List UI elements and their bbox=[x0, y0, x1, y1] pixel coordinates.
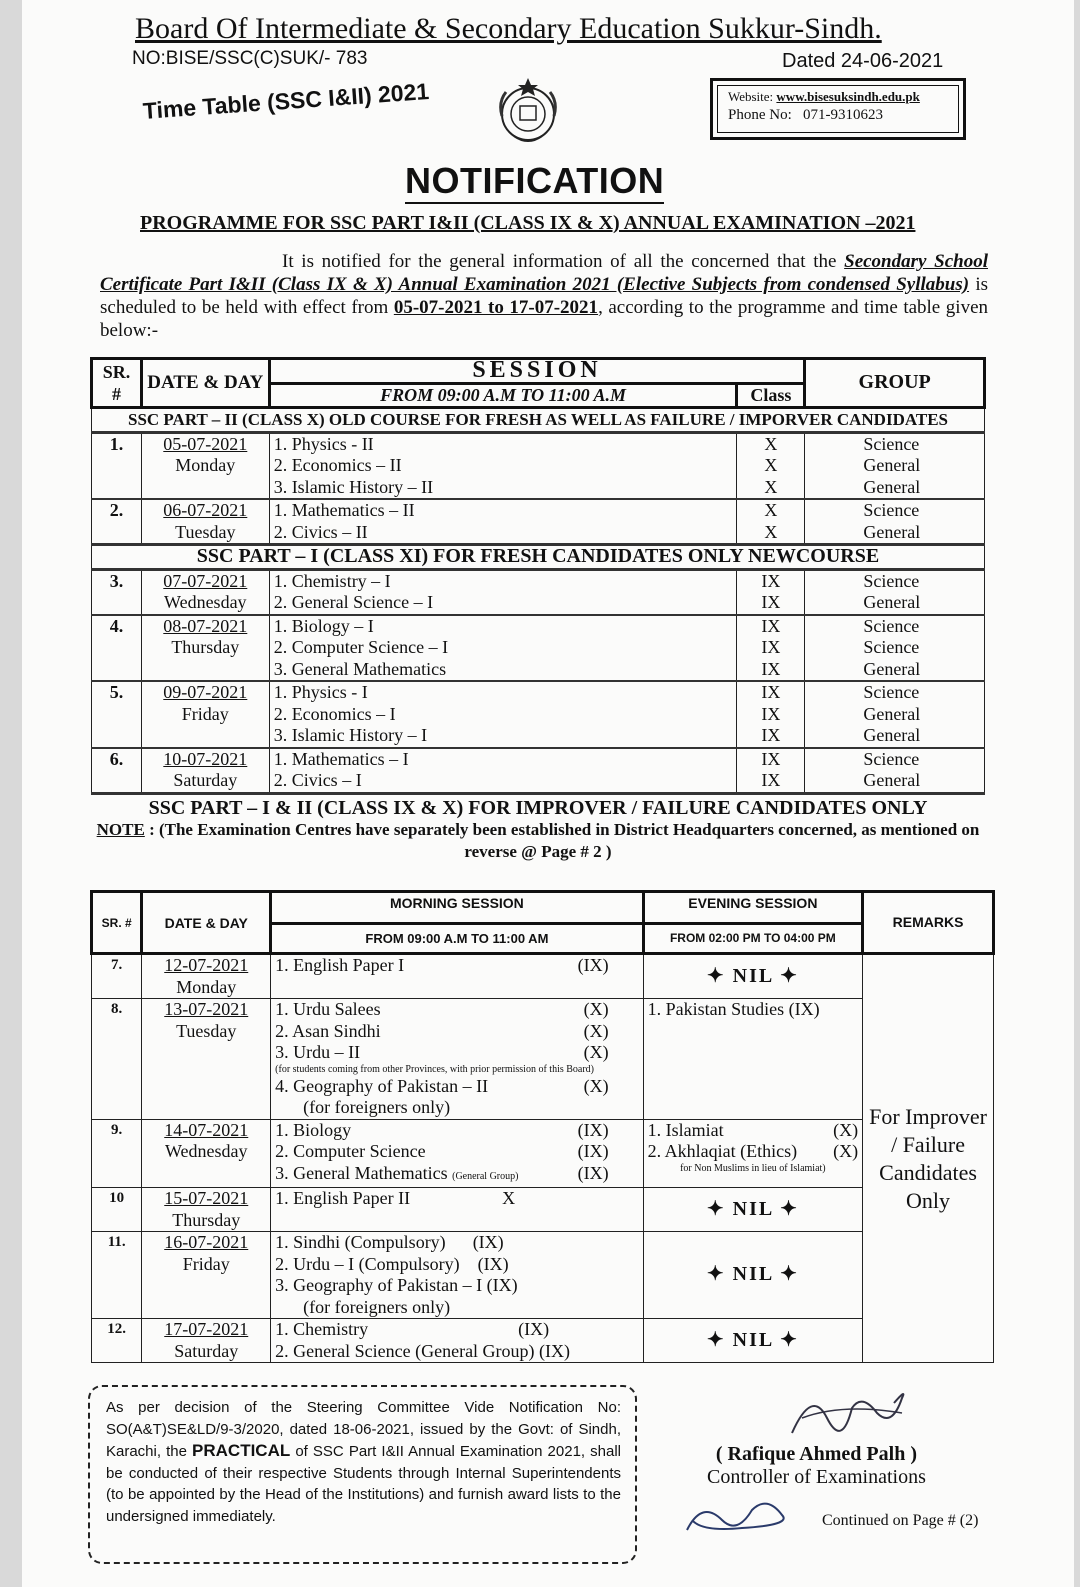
signatory-name: ( Rafique Ahmed Palh ) bbox=[715, 1443, 917, 1465]
morning-subjects bbox=[271, 1119, 643, 1188]
subject: 1. Physics - I bbox=[273, 682, 368, 702]
section-part-ii-old: SSC PART – II (CLASS X) OLD COURSE FOR FRESH AS WELL AS FAILURE / IMPORVER CANDIDATES bbox=[92, 408, 985, 433]
schedule-table-improver bbox=[90, 890, 995, 1363]
subject-class: (IX) bbox=[472, 1232, 504, 1252]
subject: 2. Computer Science – I bbox=[273, 637, 449, 657]
row-sr: 11. bbox=[92, 1232, 142, 1319]
row-sr: 4. bbox=[109, 615, 124, 636]
col-sr: SR. # bbox=[92, 359, 142, 408]
date-cell bbox=[141, 432, 269, 499]
sr-cell bbox=[92, 432, 142, 499]
subject-group: Science bbox=[863, 748, 920, 769]
board-title: Board Of Intermediate & Secondary Education Sukkur-Sindh. bbox=[135, 12, 882, 45]
table-row bbox=[92, 748, 985, 794]
row-day: Thursday bbox=[171, 637, 240, 657]
website-label: Website: bbox=[728, 89, 774, 104]
col2-evening: EVENING SESSION bbox=[643, 892, 862, 924]
subject-class: X bbox=[764, 476, 778, 497]
subject: 3. Geography of Pakistan – I (IX) bbox=[275, 1275, 518, 1295]
note-text: : (The Examination Centres have separately been established in District Headquarters concerned, as mentioned on reverse @ Page # 2 ) bbox=[149, 819, 980, 861]
subject-class: (IX) bbox=[577, 1119, 609, 1140]
col-group: GROUP bbox=[805, 359, 985, 408]
evening-subject: 1. Pakistan Studies (IX) bbox=[643, 999, 862, 1120]
row-date: 10-07-2021 bbox=[163, 748, 248, 769]
subject: 3. Islamic History – I bbox=[273, 725, 428, 745]
row-sr: 2. bbox=[109, 500, 124, 520]
subject-class: (X) bbox=[583, 999, 609, 1019]
table-row bbox=[92, 999, 994, 1120]
row-date-day bbox=[142, 1232, 271, 1319]
subject: 1. English Paper II bbox=[275, 1188, 411, 1208]
table-row bbox=[92, 1232, 994, 1319]
table-row bbox=[92, 681, 985, 748]
table-row bbox=[92, 615, 985, 682]
row-day: Friday bbox=[182, 1253, 230, 1274]
subject-class: IX bbox=[761, 637, 781, 657]
row-sr: 6. bbox=[109, 748, 124, 769]
subject: 1. Urdu Salees bbox=[275, 999, 381, 1019]
col2-remarks: REMARKS bbox=[863, 892, 994, 954]
stamp-signature-icon bbox=[682, 1490, 802, 1540]
subject: 1. Sindhi (Compulsory) bbox=[275, 1232, 446, 1252]
subject-class: X bbox=[764, 455, 778, 475]
date-cell bbox=[141, 615, 269, 682]
col2-morning-time: FROM 09:00 A.M TO 11:00 AM bbox=[271, 924, 643, 954]
row-date: 09-07-2021 bbox=[163, 682, 248, 702]
evening-nil: ✦ NIL ✦ bbox=[643, 1232, 862, 1319]
row-date: 06-07-2021 bbox=[163, 500, 248, 520]
subject: 1. English Paper I bbox=[275, 955, 405, 975]
subject: 2. Urdu – I (Compulsory) bbox=[275, 1253, 460, 1274]
subject-group: General bbox=[863, 658, 921, 679]
date-cell bbox=[141, 748, 269, 794]
subject-group: Science bbox=[863, 615, 920, 636]
date-cell bbox=[141, 569, 269, 615]
notification-page bbox=[22, 0, 1074, 1587]
subject: 1. Biology bbox=[275, 1119, 352, 1140]
subject-group-note: (General Group) bbox=[452, 1170, 519, 1182]
row-day: Saturday bbox=[173, 770, 238, 790]
signatory-designation: Controller of Examinations bbox=[707, 1466, 926, 1488]
table-row bbox=[92, 1319, 994, 1363]
row-day: Monday bbox=[176, 976, 237, 997]
evening-nil: ✦ NIL ✦ bbox=[643, 1319, 862, 1363]
col2-date: DATE & DAY bbox=[142, 892, 271, 954]
subject-class: (IX) bbox=[577, 955, 609, 975]
group-cell bbox=[805, 499, 985, 545]
subject-group: Science bbox=[863, 637, 920, 657]
row-sr: 9. bbox=[92, 1119, 142, 1188]
para-part-1: It is notified for the general information of all the concerned that the bbox=[282, 251, 837, 272]
subject-class: X bbox=[764, 521, 778, 542]
row-date-day bbox=[142, 1119, 271, 1188]
practical-note-box bbox=[88, 1385, 637, 1564]
subject: 1. Biology – I bbox=[273, 615, 374, 636]
subject-class: (X) bbox=[583, 1020, 609, 1041]
row-date-day bbox=[142, 954, 271, 999]
group-cell bbox=[805, 748, 985, 794]
row-sr: 1. bbox=[109, 433, 124, 454]
row-day: Monday bbox=[175, 455, 236, 475]
subjects-cell bbox=[269, 569, 737, 615]
subject-class: IX bbox=[761, 703, 781, 724]
subjects-cell bbox=[269, 681, 737, 748]
phone-number: 071-9310623 bbox=[803, 107, 883, 123]
class-cell bbox=[737, 748, 805, 794]
subject: 2. Civics – II bbox=[273, 521, 368, 542]
section-improver: SSC PART – I & II (CLASS IX & X) FOR IMPROVER / FAILURE CANDIDATES ONLY bbox=[148, 796, 928, 819]
subject-class: IX bbox=[761, 770, 781, 790]
morning-subjects bbox=[271, 999, 643, 1120]
subject-group: General bbox=[863, 476, 921, 497]
subject-subnote: (for foreigners only) bbox=[303, 1097, 451, 1117]
subjects-cell bbox=[269, 499, 737, 545]
row-sr: 10 bbox=[92, 1188, 142, 1232]
evening-subjects bbox=[643, 1119, 862, 1188]
col-date: DATE & DAY bbox=[141, 359, 269, 408]
signature-icon bbox=[782, 1378, 922, 1448]
subject: 1. Mathematics – I bbox=[273, 748, 409, 769]
subject: 2. Computer Science bbox=[275, 1141, 426, 1161]
group-cell bbox=[805, 681, 985, 748]
note-label: NOTE bbox=[96, 819, 145, 839]
subject: 2. Asan Sindhi bbox=[275, 1020, 381, 1041]
subject-class: IX bbox=[761, 748, 781, 769]
subject: 1. Mathematics – II bbox=[273, 500, 415, 520]
subject-class: IX bbox=[761, 570, 781, 591]
note-part-1: As per decision of the Steering Committee Vide Notification No: SO(A&T)SE&LD/9-3/2020, dated 18-06-2021, issued by the Govt: of Sindh, Karachi, the bbox=[106, 1399, 621, 1460]
col-session-time: FROM 09:00 A.M TO 11:00 A.M bbox=[269, 383, 737, 408]
subject-group: General bbox=[863, 770, 921, 790]
row-date: 17-07-2021 bbox=[164, 1319, 249, 1339]
row-date: 14-07-2021 bbox=[164, 1119, 249, 1140]
table-row bbox=[92, 569, 985, 615]
subject-group: Science bbox=[863, 682, 920, 702]
subject-class: IX bbox=[761, 725, 781, 745]
subjects-cell bbox=[269, 615, 737, 682]
row-sr: 5. bbox=[109, 682, 124, 702]
programme-title: PROGRAMME FOR SSC PART I&II (CLASS IX & X) ANNUAL EXAMINATION –2021 bbox=[140, 212, 916, 234]
signature-block bbox=[707, 1443, 926, 1489]
subject-class: X bbox=[764, 433, 778, 454]
subject-class: IX bbox=[761, 592, 781, 612]
evening-subnote: for Non Muslims in lieu of Islamiat) bbox=[680, 1162, 826, 1174]
dated: Dated 24-06-2021 bbox=[782, 50, 944, 72]
subject-class: (IX) bbox=[518, 1319, 550, 1339]
morning-subjects bbox=[271, 954, 643, 999]
subject: 3. Islamic History – II bbox=[273, 476, 434, 497]
subject-group: Science bbox=[863, 500, 920, 520]
morning-subjects bbox=[271, 1188, 643, 1232]
row-date-day bbox=[142, 1319, 271, 1363]
practical-note bbox=[106, 1397, 621, 1527]
notification-heading: NOTIFICATION bbox=[405, 160, 664, 204]
row-day: Wednesday bbox=[164, 592, 247, 612]
subject: 1. Chemistry bbox=[275, 1319, 369, 1339]
col-class: Class bbox=[737, 383, 805, 408]
section-part-i-new: SSC PART – I (CLASS XI) FOR FRESH CANDIDATES ONLY NEWCOURSE bbox=[92, 545, 985, 570]
group-cell bbox=[805, 615, 985, 682]
time-table-caption: Time Table (SSC I&II) 2021 bbox=[142, 77, 430, 124]
subject-subnote: (for foreigners only) bbox=[303, 1296, 451, 1317]
evening-nil: ✦ NIL ✦ bbox=[643, 954, 862, 999]
row-day: Tuesday bbox=[176, 1020, 237, 1041]
subject: 3. Urdu – II bbox=[275, 1042, 361, 1062]
table-row bbox=[92, 499, 985, 545]
subject: 4. Geography of Pakistan – II bbox=[275, 1075, 489, 1096]
subject-class: (X) bbox=[833, 1141, 859, 1161]
col2-morning: MORNING SESSION bbox=[271, 892, 643, 924]
evening-nil: ✦ NIL ✦ bbox=[643, 1188, 862, 1232]
subject-class: (IX) bbox=[477, 1253, 509, 1274]
subject: 2. Economics – II bbox=[273, 455, 402, 475]
morning-subjects bbox=[271, 1319, 643, 1363]
board-seal-icon bbox=[492, 72, 564, 150]
website-link[interactable]: www.bisesuksindh.edu.pk bbox=[776, 89, 920, 104]
table-row bbox=[92, 432, 985, 499]
note-part-2: of SSC Part I&II Annual Examination 2021, shall be conducted of their respective Students through Internal Superintendents (to be appointed by the Head of the Institutions) and furnish award lists to the undersigned immediately. bbox=[106, 1443, 622, 1525]
sr-cell bbox=[92, 569, 142, 615]
reference-number: NO:BISE/SSC(C)SUK/- 783 bbox=[132, 48, 368, 69]
row-sr: 7. bbox=[92, 954, 142, 999]
subject: 3. General Mathematics bbox=[275, 1162, 448, 1183]
evening-subject: 1. Islamiat bbox=[647, 1119, 724, 1140]
subject-class: (IX) bbox=[577, 1141, 609, 1161]
contact-box bbox=[710, 78, 966, 140]
row-sr: 8. bbox=[92, 999, 142, 1120]
subject-group: General bbox=[863, 725, 921, 745]
date-cell bbox=[141, 681, 269, 748]
class-cell bbox=[737, 569, 805, 615]
para-exam-name: Secondary School Certificate Part I&II (Class IX & X) Annual Examination 2021 (Elective Subjects from condensed Syllabus) bbox=[100, 251, 988, 295]
intro-paragraph bbox=[100, 250, 988, 342]
sr-cell bbox=[92, 748, 142, 794]
date-cell bbox=[141, 499, 269, 545]
subject: 1. Physics - II bbox=[273, 433, 374, 454]
row-day: Friday bbox=[181, 703, 229, 724]
subject-subnote: (for students coming from other Provinces, with prior permission of this Board) bbox=[275, 1063, 595, 1075]
note-practical: PRACTICAL bbox=[192, 1441, 291, 1460]
table-row bbox=[92, 1119, 994, 1188]
row-date: 05-07-2021 bbox=[163, 433, 248, 454]
row-day: Tuesday bbox=[175, 521, 236, 542]
row-date: 08-07-2021 bbox=[163, 615, 248, 636]
row-day: Thursday bbox=[172, 1209, 241, 1230]
subject-class: IX bbox=[761, 615, 781, 636]
morning-subjects bbox=[271, 1232, 643, 1319]
subject-class: (IX) bbox=[577, 1162, 609, 1183]
subject-group: Science bbox=[863, 433, 920, 454]
row-date: 16-07-2021 bbox=[164, 1232, 249, 1252]
subjects-cell bbox=[269, 748, 737, 794]
subject-group: General bbox=[863, 455, 921, 475]
group-cell bbox=[805, 569, 985, 615]
subject-class: IX bbox=[761, 658, 781, 679]
subject-class: (X) bbox=[583, 1042, 609, 1062]
para-part-2: is scheduled to be held with effect from bbox=[100, 274, 989, 318]
row-day: Saturday bbox=[174, 1340, 239, 1361]
col-session: SESSION bbox=[269, 359, 805, 384]
row-sr: 3. bbox=[109, 570, 124, 591]
col2-evening-time: FROM 02:00 PM TO 04:00 PM bbox=[643, 924, 862, 954]
sr-cell bbox=[92, 499, 142, 545]
subject: 1. Chemistry – I bbox=[273, 570, 391, 591]
row-date: 15-07-2021 bbox=[164, 1188, 249, 1208]
row-sr: 12. bbox=[92, 1319, 142, 1363]
table-row bbox=[92, 1188, 994, 1232]
row-date-day bbox=[142, 999, 271, 1120]
subjects-cell bbox=[269, 432, 737, 499]
subject-class: X bbox=[502, 1188, 516, 1208]
class-cell bbox=[737, 432, 805, 499]
subject: 2. General Science (General Group) (IX) bbox=[275, 1340, 571, 1361]
improver-note bbox=[92, 793, 985, 863]
subject-group: General bbox=[863, 703, 921, 724]
para-dates: 05-07-2021 to 17-07-2021 bbox=[393, 297, 599, 318]
row-date: 13-07-2021 bbox=[164, 999, 249, 1019]
col2-sr: SR. # bbox=[92, 892, 142, 954]
class-cell bbox=[737, 615, 805, 682]
row-date-day bbox=[142, 1188, 271, 1232]
subject: 2. Economics – I bbox=[273, 703, 396, 724]
sr-cell bbox=[92, 615, 142, 682]
row-date: 07-07-2021 bbox=[163, 570, 248, 591]
subject-class: X bbox=[764, 500, 778, 520]
schedule-table-morning bbox=[90, 357, 986, 863]
row-day: Wednesday bbox=[164, 1141, 248, 1161]
class-cell bbox=[737, 681, 805, 748]
phone-label: Phone No: bbox=[728, 107, 792, 123]
subject-group: General bbox=[863, 592, 921, 612]
subject: 2. General Science – I bbox=[273, 592, 434, 612]
subject-class: (X) bbox=[583, 1075, 609, 1096]
para-part-3: , according to the programme and time table given below:- bbox=[100, 297, 988, 341]
continued-note: Continued on Page # (2) bbox=[822, 1512, 979, 1529]
class-cell bbox=[737, 499, 805, 545]
group-cell bbox=[805, 432, 985, 499]
subject: 2. Civics – I bbox=[273, 770, 362, 790]
table-row bbox=[92, 954, 994, 999]
subject-group: General bbox=[863, 521, 921, 542]
row-date: 12-07-2021 bbox=[164, 955, 249, 975]
subject-group: Science bbox=[863, 570, 920, 591]
sr-cell bbox=[92, 681, 142, 748]
evening-subject: 2. Akhlaqiat (Ethics) bbox=[647, 1141, 798, 1161]
subject: 3. General Mathematics bbox=[273, 658, 447, 679]
remarks-cell: For Improver / Failure Candidates Only bbox=[863, 954, 994, 1363]
subject-class: (X) bbox=[833, 1119, 859, 1140]
subject-class: IX bbox=[761, 682, 781, 702]
